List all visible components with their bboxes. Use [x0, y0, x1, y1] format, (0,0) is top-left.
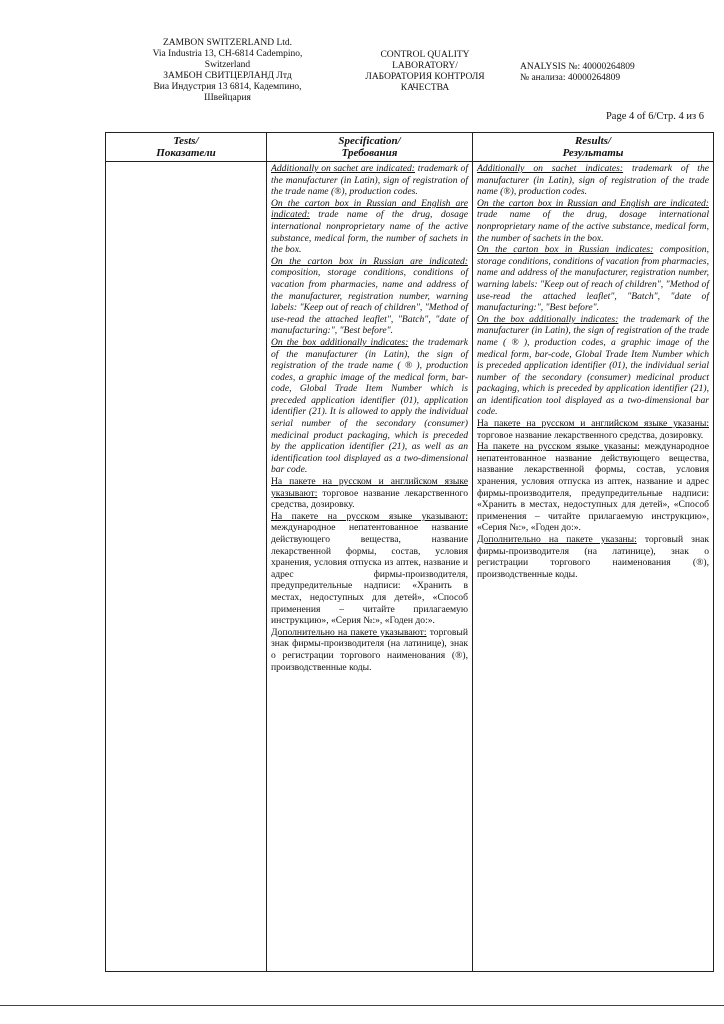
- analysis-number-en: ANALYSIS №: 40000264809: [520, 62, 635, 72]
- lab-line: CONTROL QUALITY: [380, 50, 470, 60]
- company-block: [140, 38, 315, 104]
- spec-paragraph: Additionally on sachet are indicated: trademark of the manufacturer (in Latin), sign of registration of the trade name (®), production codes.: [271, 163, 468, 198]
- header-tests: Tests/ Показатели: [106, 133, 267, 162]
- spec-paragraph: На пакете на русском языке указывают: международное непатентованное название действующего вещества, название лекарственной формы, состав, условия хранения, условия отпуска из аптек, название и адрес фирмы-производителя, предупредительные надписи: «Хранить в местах, недоступных для детей», «Способ применения – читайте прилагаемую инструкцию», «Серия №:», «Годен до:».: [271, 510, 468, 627]
- result-paragraph: На пакете на русском и английском языке указаны: торговое название лекарственного средства, дозировку.: [477, 418, 709, 441]
- lab-block: [350, 50, 500, 94]
- result-paragraph: On the box additionally indicates: the trademark of the manufacturer (in Latin), the sign of registration of the trade name ( ® ), production codes, a graphic image of the medical form, bar-code, Global Trade Item Number which is preceded application identifier (01), the individual serial number of the secondary (consumer) medicinal product packaging, which is preceded by application identifier (21), an identification tool displayed as a two-dimensional bar code.: [477, 313, 709, 418]
- spec-paragraph: Дополнительно на пакете указывают: торговый знак фирмы-производителя (на латинице), знак о регистрации торгового наименования (®), производственные коды.: [271, 626, 468, 673]
- specification-cell: [267, 162, 473, 972]
- lab-line: LABORATORY/: [392, 61, 458, 71]
- result-paragraph: On the carton box in Russian indicates: composition, storage conditions, conditions of vacation from pharmacies, name and address of the manufacturer, registration number, warning labels: "Keep out of reach of children", "Method of use-read the attached leaflet", "Batch", "date of manufacturing:", "Best before".: [477, 244, 709, 314]
- result-paragraph: На пакете на русском языке указаны: международное непатентованное название действующего вещества, название лекарственной формы, состав, условия хранения, условия отпуска из аптек, название и адрес фирмы-производителя, предупредительные надписи: «Хранить в местах, недоступных для детей», «Способ применения – читайте прилагаемую инструкцию», «Серия №:», «Годен до:».: [477, 441, 709, 534]
- analysis-number-ru: № анализа: 40000264809: [520, 73, 621, 83]
- spec-paragraph: На пакете на русском и английском языке указывают: торговое название лекарственного средства, дозировку.: [271, 476, 468, 511]
- result-paragraph: On the carton box in Russian and English are indicated: trade name of the drug, dosage international nonproprietary name of the active substance, medical form, the number of sachets in the box.: [477, 197, 709, 244]
- company-line: ЗАМБОН СВИТЦЕРЛАНД Лтд: [163, 71, 292, 81]
- analysis-block: [520, 62, 720, 84]
- spec-paragraph: On the box additionally indicates: the trademark of the manufacturer (in Latin), the sign of registration of the trade name ( ® ), production codes, a graphic image of the medical form, bar-code, Global Trade Item Number which is preceded application identifier (01), application identifier (21). It is allowed to apply the individual serial number of the secondary (consumer) medicinal product packaging, which is preceded by the application identifier (21), as well as an identification tool displayed as a two-dimensional bar code.: [271, 336, 468, 476]
- header-results: Results/ Результаты: [473, 133, 714, 162]
- company-line: ZAMBON SWITZERLAND Ltd.: [162, 38, 293, 48]
- company-line: Швейцария: [204, 93, 251, 103]
- page-bottom-rule: [0, 1005, 724, 1006]
- lab-line: КАЧЕСТВА: [400, 83, 450, 93]
- company-line: Виа Индустрия 13 6814, Кадемпино,: [153, 82, 302, 92]
- company-line: Switzerland: [204, 60, 251, 70]
- spec-paragraph: On the carton box in Russian and English are indicated: trade name of the drug, dosage international nonproprietary name of the active substance, medical form, the number of sachets in the box.: [271, 197, 468, 256]
- results-table: [105, 132, 714, 972]
- company-line: Via Industria 13, CH-6814 Cadempino,: [152, 49, 303, 59]
- table-header-row: [106, 133, 714, 162]
- result-paragraph: Additionally on sachet indicates: trademark of the manufacturer (in Latin), sign of registration of the trade name (®), production codes.: [477, 163, 709, 198]
- header-specification: Specification/ Требования: [267, 133, 473, 162]
- page-number: Page 4 of 6/Стр. 4 из 6: [605, 111, 704, 122]
- tests-cell: [106, 162, 267, 972]
- table-row: [106, 162, 714, 972]
- lab-line: ЛАБОРАТОРИЯ КОНТРОЛЯ: [365, 72, 485, 82]
- spec-paragraph: On the carton box in Russian are indicated: composition, storage conditions, conditions of vacation from pharmacies, name and address of the manufacturer, registration number, warning labels: "Keep out of reach of children", "Method of use-read the attached leaflet", "Batch", "date of manufacturing:", "Best before".: [271, 255, 468, 337]
- results-cell: [473, 162, 714, 972]
- result-paragraph: Дополнительно на пакете указаны: торговый знак фирмы-производителя (на латинице), знак о регистрации торгового наименования (®), производственные коды.: [477, 534, 709, 580]
